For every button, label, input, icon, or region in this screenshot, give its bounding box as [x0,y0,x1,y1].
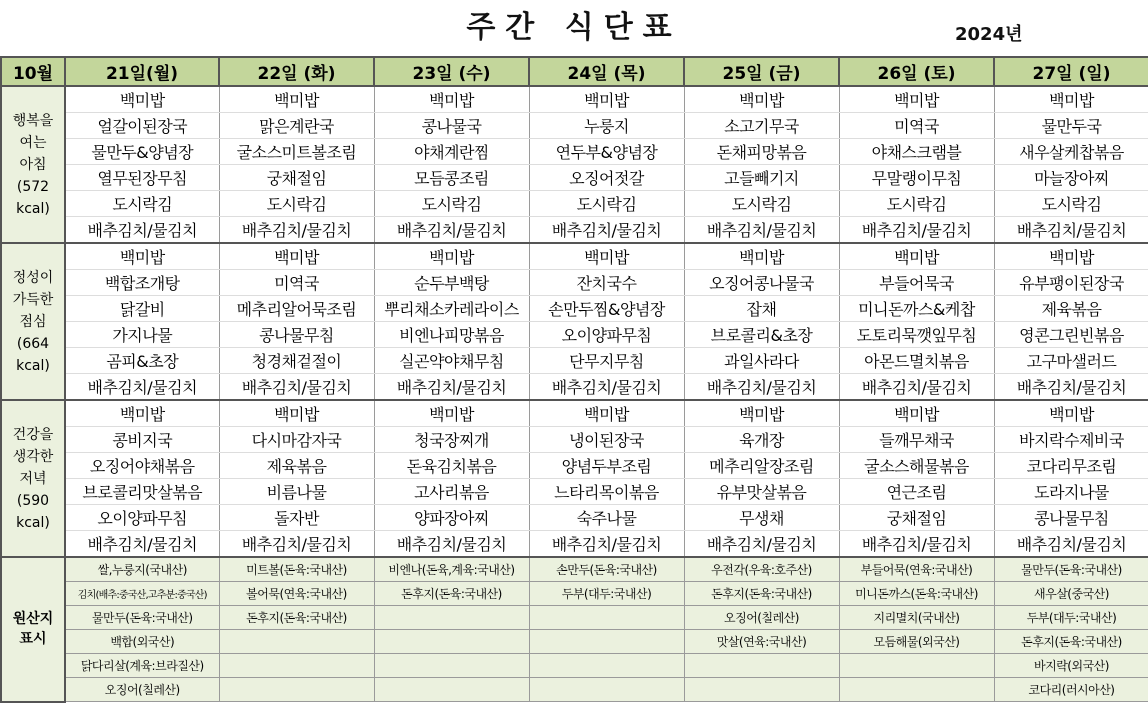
origin-cell: 돈후지(돈육:국내산) [374,582,529,606]
origin-label-line: 원산지 [12,611,54,628]
origin-cell: 물만두(돈육:국내산) [994,557,1148,582]
menu-dish: 잔치국수 [529,270,684,296]
menu-dish: 미역국 [839,113,994,139]
menu-dish: 백미밥 [994,400,1148,427]
origin-cell: 돈후지(돈육:국내산) [219,606,374,630]
menu-dish: 콩비지국 [65,427,219,453]
day-header-tue: 22일 (화) [219,57,374,86]
menu-dish: 들깨무채국 [839,427,994,453]
menu-dish: 콩나물무침 [219,322,374,348]
origin-cell [374,678,529,702]
menu-dish: 도시락김 [65,191,219,217]
lunch-label-line: kcal) [16,357,50,374]
menu-dish: 순두부백탕 [374,270,529,296]
origin-cell [219,654,374,678]
menu-dish: 과일사라다 [684,348,839,374]
origin-cell: 볼어묵(연육:국내산) [219,582,374,606]
menu-dish: 야채계란찜 [374,139,529,165]
menu-dish: 오이양파무침 [65,505,219,531]
origin-cell: 물만두(돈육:국내산) [65,606,219,630]
lunch-row [1,348,1148,374]
menu-dish: 오징어야채볶음 [65,453,219,479]
breakfast-row [1,139,1148,165]
lunch-row [1,374,1148,401]
origin-cell: 바지락(외국산) [994,654,1148,678]
menu-dish: 고들빼기지 [684,165,839,191]
menu-dish: 오징어젓갈 [529,165,684,191]
dinner-row [1,427,1148,453]
menu-dish: 비름나물 [219,479,374,505]
lunch-row [1,322,1148,348]
breakfast-label-line: (572 [16,178,50,195]
dinner-label-line: 생각한 [12,448,54,465]
menu-dish: 연근조림 [839,479,994,505]
menu-dish: 얼갈이된장국 [65,113,219,139]
menu-dish: 배추김치/물김치 [839,531,994,558]
menu-dish: 맑은계란국 [219,113,374,139]
origin-cell: 새우살(중국산) [994,582,1148,606]
dinner-label [1,400,65,557]
menu-dish: 도시락김 [994,191,1148,217]
menu-dish: 잡채 [684,296,839,322]
breakfast-label-line: 여는 [19,134,47,151]
origin-cell [219,630,374,654]
breakfast-label-line: 행복을 [12,112,54,129]
dinner-row [1,400,1148,427]
menu-dish: 새우살케찹볶음 [994,139,1148,165]
origin-cell: 돈후지(돈육:국내산) [684,582,839,606]
menu-dish: 콩나물국 [374,113,529,139]
menu-dish: 열무된장무침 [65,165,219,191]
menu-dish: 콩나물무침 [994,505,1148,531]
dinner-label-line: 건강을 [12,426,54,443]
lunch-label-line: 점심 [19,313,47,330]
menu-dish: 배추김치/물김치 [65,217,219,244]
menu-dish: 돈채피망볶음 [684,139,839,165]
menu-dish: 제육볶음 [994,296,1148,322]
origin-cell: 오징어(칠레산) [65,678,219,702]
origin-cell: 지리멸치(국내산) [839,606,994,630]
origin-cell: 백합(외국산) [65,630,219,654]
menu-dish: 다시마감자국 [219,427,374,453]
origin-cell: 김치(배추:중국산,고추분:중국산) [65,582,219,606]
menu-dish: 연두부&양념장 [529,139,684,165]
menu-dish: 굴소스해물볶음 [839,453,994,479]
menu-dish: 배추김치/물김치 [529,531,684,558]
menu-dish: 백미밥 [839,86,994,113]
menu-dish: 브로콜리&초장 [684,322,839,348]
menu-dish: 고사리볶음 [374,479,529,505]
menu-dish: 돌자반 [219,505,374,531]
origin-cell: 비엔나(돈육,계육:국내산) [374,557,529,582]
breakfast-row [1,217,1148,244]
origin-cell: 손만두(돈육:국내산) [529,557,684,582]
menu-dish: 메추리알장조림 [684,453,839,479]
menu-dish: 백합조개탕 [65,270,219,296]
menu-dish: 느타리목이볶음 [529,479,684,505]
origin-cell: 쌀,누룽지(국내산) [65,557,219,582]
menu-dish: 배추김치/물김치 [219,217,374,244]
menu-dish: 미역국 [219,270,374,296]
menu-dish: 백미밥 [65,243,219,270]
menu-dish: 뿌리채소카레라이스 [374,296,529,322]
dinner-row [1,479,1148,505]
month-header: 10월 [1,57,65,86]
origin-cell [529,678,684,702]
menu-dish: 유부팽이된장국 [994,270,1148,296]
menu-dish: 메추리알어묵조림 [219,296,374,322]
origin-label [1,557,65,702]
lunch-row [1,243,1148,270]
menu-dish: 배추김치/물김치 [529,374,684,401]
menu-dish: 도시락김 [684,191,839,217]
breakfast-row [1,113,1148,139]
menu-dish: 백미밥 [994,86,1148,113]
day-header-sat: 26일 (토) [839,57,994,86]
lunch-label-line: 가득한 [12,291,54,308]
origin-row [1,654,1148,678]
day-header-mon: 21일(월) [65,57,219,86]
menu-dish: 단무지무침 [529,348,684,374]
menu-dish: 배추김치/물김치 [529,217,684,244]
menu-dish: 도시락김 [529,191,684,217]
menu-dish: 미니돈까스&케찹 [839,296,994,322]
menu-dish: 백미밥 [529,243,684,270]
dinner-label-line: kcal) [16,514,50,531]
menu-dish: 물만두&양념장 [65,139,219,165]
origin-row [1,557,1148,582]
weekly-menu-table [0,56,1148,703]
menu-dish: 비엔나피망볶음 [374,322,529,348]
menu-dish: 백미밥 [529,86,684,113]
menu-dish: 궁채절임 [839,505,994,531]
menu-dish: 유부맛살볶음 [684,479,839,505]
menu-dish: 고구마샐러드 [994,348,1148,374]
breakfast-label-line: kcal) [16,200,50,217]
dinner-row [1,531,1148,558]
day-header-sun: 27일 (일) [994,57,1148,86]
origin-cell [839,654,994,678]
menu-dish: 코다리무조림 [994,453,1148,479]
menu-dish: 도라지나물 [994,479,1148,505]
menu-dish: 무생채 [684,505,839,531]
menu-dish: 배추김치/물김치 [374,374,529,401]
lunch-section [1,243,1148,400]
menu-dish: 배추김치/물김치 [684,531,839,558]
menu-dish: 굴소스미트볼조림 [219,139,374,165]
origin-cell: 닭다리살(계육:브라질산) [65,654,219,678]
origin-cell: 우전각(우육:호주산) [684,557,839,582]
origin-cell [529,630,684,654]
menu-dish: 배추김치/물김치 [684,217,839,244]
menu-dish: 소고기무국 [684,113,839,139]
origin-cell [219,678,374,702]
menu-dish: 배추김치/물김치 [374,531,529,558]
dinner-row [1,505,1148,531]
menu-dish: 궁채절임 [219,165,374,191]
menu-dish: 오이양파무침 [529,322,684,348]
origin-cell [529,606,684,630]
origin-cell: 코다리(러시아산) [994,678,1148,702]
breakfast-row [1,86,1148,113]
menu-dish: 백미밥 [529,400,684,427]
menu-dish: 오징어콩나물국 [684,270,839,296]
breakfast-label [1,86,65,243]
menu-dish: 아몬드멸치볶음 [839,348,994,374]
origin-row [1,582,1148,606]
menu-dish: 백미밥 [374,400,529,427]
menu-dish: 백미밥 [994,243,1148,270]
menu-dish: 양념두부조림 [529,453,684,479]
origin-cell: 미니돈까스(돈육:국내산) [839,582,994,606]
menu-dish: 배추김치/물김치 [65,374,219,401]
origin-cell [374,606,529,630]
menu-dish: 배추김치/물김치 [219,374,374,401]
menu-dish: 배추김치/물김치 [374,217,529,244]
menu-dish: 배추김치/물김치 [839,217,994,244]
lunch-row [1,270,1148,296]
menu-dish: 모듬콩조림 [374,165,529,191]
menu-dish: 백미밥 [374,86,529,113]
origin-cell: 부들어묵(연육:국내산) [839,557,994,582]
dinner-label-line: (590 [16,492,50,509]
menu-dish: 백미밥 [65,400,219,427]
lunch-label [1,243,65,400]
menu-dish: 바지락수제비국 [994,427,1148,453]
menu-dish: 냉이된장국 [529,427,684,453]
origin-cell: 미트볼(돈육:국내산) [219,557,374,582]
menu-dish: 실곤약야채무침 [374,348,529,374]
year-label: 2024년 [955,24,1023,45]
origin-cell: 두부(대두:국내산) [994,606,1148,630]
lunch-label-line: (664 [16,335,50,352]
menu-dish: 배추김치/물김치 [994,217,1148,244]
menu-dish: 백미밥 [219,243,374,270]
menu-dish: 곰피&초장 [65,348,219,374]
menu-dish: 백미밥 [684,86,839,113]
menu-dish: 배추김치/물김치 [994,531,1148,558]
menu-dish: 육개장 [684,427,839,453]
menu-dish: 야채스크램블 [839,139,994,165]
day-header-wed: 23일 (수) [374,57,529,86]
origin-cell: 맛살(연육:국내산) [684,630,839,654]
menu-dish: 백미밥 [839,400,994,427]
menu-dish: 도시락김 [219,191,374,217]
menu-dish: 청국장찌개 [374,427,529,453]
dinner-section [1,400,1148,557]
lunch-label-line: 정성이 [12,269,54,286]
origin-cell [839,678,994,702]
day-header-fri: 25일 (금) [684,57,839,86]
menu-dish: 배추김치/물김치 [839,374,994,401]
menu-dish: 마늘장아찌 [994,165,1148,191]
origin-row [1,630,1148,654]
menu-dish: 백미밥 [684,243,839,270]
menu-dish: 브로콜리맛살볶음 [65,479,219,505]
menu-dish: 돈육김치볶음 [374,453,529,479]
menu-dish: 물만두국 [994,113,1148,139]
origin-row [1,678,1148,702]
dinner-row [1,453,1148,479]
origin-section [1,557,1148,702]
menu-dish: 닭갈비 [65,296,219,322]
origin-cell: 두부(대두:국내산) [529,582,684,606]
menu-dish: 영콘그린빈볶음 [994,322,1148,348]
menu-dish: 백미밥 [374,243,529,270]
origin-cell: 오징어(칠레산) [684,606,839,630]
origin-label-line: 표시 [19,631,47,648]
origin-cell [684,678,839,702]
menu-dish: 제육볶음 [219,453,374,479]
origin-cell: 모듬해물(외국산) [839,630,994,654]
menu-dish: 누룽지 [529,113,684,139]
origin-cell [529,654,684,678]
breakfast-row [1,165,1148,191]
origin-cell [374,654,529,678]
lunch-row [1,296,1148,322]
menu-dish: 도시락김 [839,191,994,217]
menu-dish: 백미밥 [839,243,994,270]
day-header-thu: 24일 (목) [529,57,684,86]
page-title: 주간 식단표 [466,10,682,45]
menu-dish: 청경채겉절이 [219,348,374,374]
dinner-label-line: 저녁 [19,470,47,487]
menu-dish: 가지나물 [65,322,219,348]
menu-dish: 배추김치/물김치 [684,374,839,401]
menu-dish: 백미밥 [684,400,839,427]
menu-dish: 부들어묵국 [839,270,994,296]
menu-dish: 백미밥 [65,86,219,113]
menu-dish: 손만두찜&양념장 [529,296,684,322]
breakfast-label-line: 아침 [19,156,47,173]
menu-dish: 무말랭이무침 [839,165,994,191]
origin-cell: 돈후지(돈육:국내산) [994,630,1148,654]
menu-dish: 백미밥 [219,86,374,113]
breakfast-row [1,191,1148,217]
breakfast-section [1,86,1148,243]
origin-cell [684,654,839,678]
menu-dish: 백미밥 [219,400,374,427]
origin-row [1,606,1148,630]
menu-dish: 배추김치/물김치 [994,374,1148,401]
menu-dish: 숙주나물 [529,505,684,531]
menu-dish: 도시락김 [374,191,529,217]
header-row [1,57,1148,86]
menu-dish: 양파장아찌 [374,505,529,531]
menu-dish: 배추김치/물김치 [219,531,374,558]
origin-cell [374,630,529,654]
menu-dish: 배추김치/물김치 [65,531,219,558]
menu-dish: 도토리묵깻잎무침 [839,322,994,348]
